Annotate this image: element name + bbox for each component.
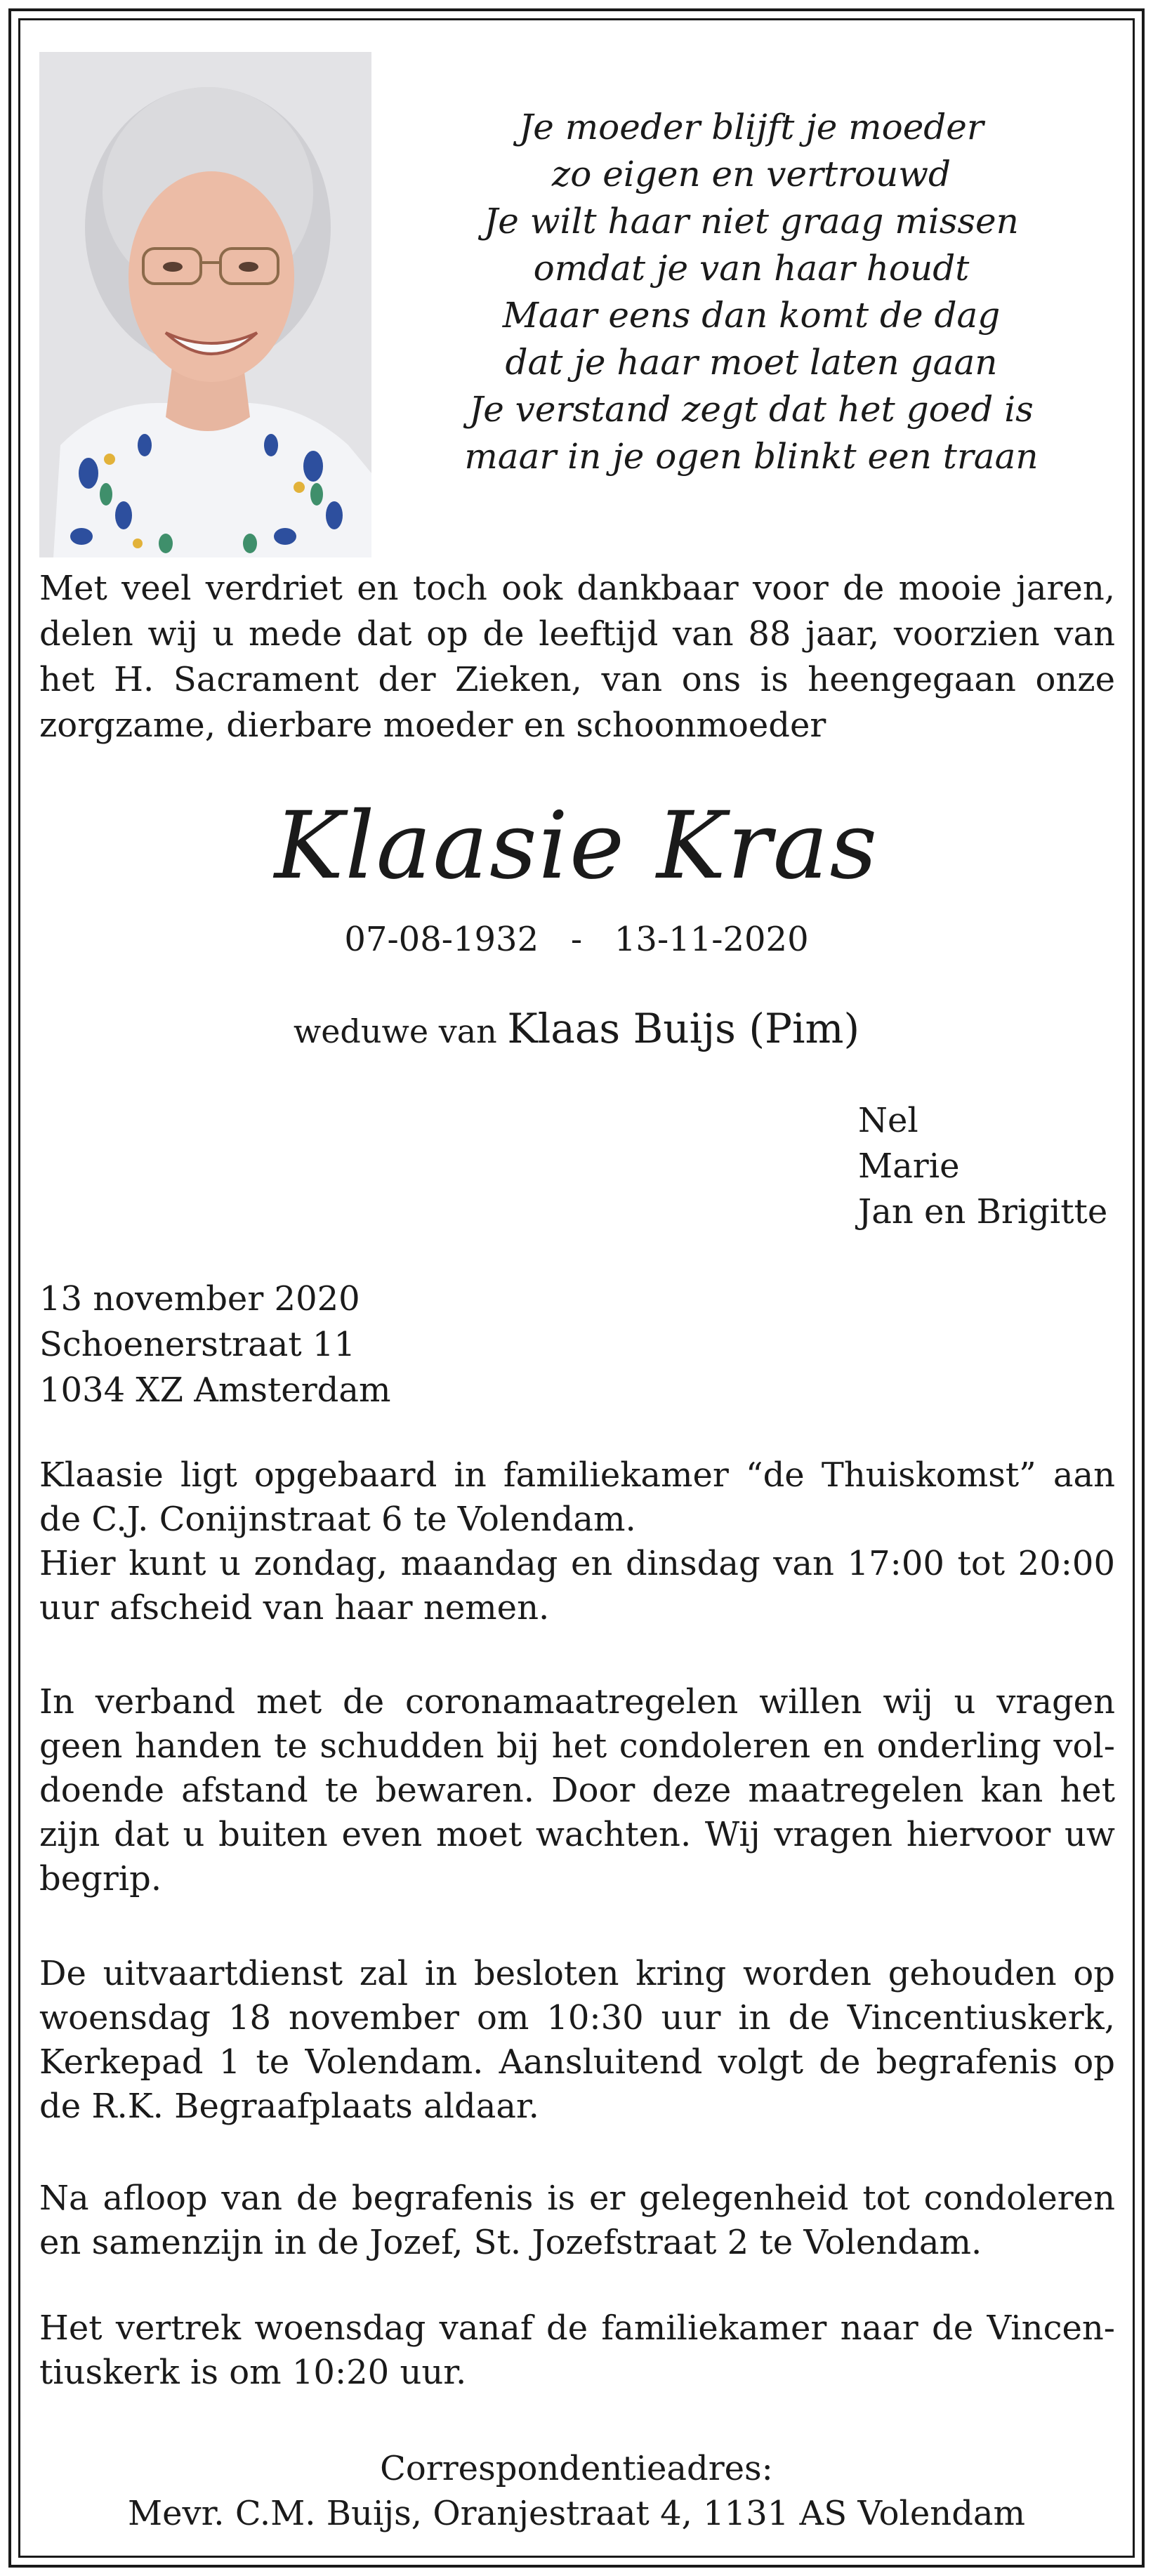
poem-line: maar in je ogen blinkt een traan <box>464 436 1039 477</box>
correspondence-label: Correspondentieadres: <box>380 2449 773 2488</box>
child-name: Jan en Brigitte <box>858 1192 1108 1231</box>
spouse-name: Klaas Buijs (Pim) <box>507 1005 860 1052</box>
correspondence <box>0 2446 1153 2536</box>
portrait-photo <box>39 52 371 557</box>
poem <box>414 104 1088 480</box>
paragraph-departure: Het vertrek woensdag vanaf de familiekamer naar de Vincentiuskerk is om 10:20 uur. <box>39 2309 1115 2392</box>
address-line: 13 november 2020 <box>39 1279 360 1319</box>
home-address <box>39 1276 391 1413</box>
paragraph-viewing: Klaasie ligt opgebaard in familiekamer “de Thuiskomst” aan de C.J. Conijnstraat 6 te Volendam. Hier kunt u zondag, maandag en dinsdag van 17:00 tot 20:00 uur afscheid van haar nemen. <box>39 1455 1115 1627</box>
widow-line <box>0 1004 1153 1056</box>
child-name: Marie <box>858 1147 960 1186</box>
address-line: Schoenerstraat 11 <box>39 1325 355 1364</box>
life-dates: 07-08-1932 - 13-11-2020 <box>344 920 809 959</box>
portrait-illustration <box>39 52 371 557</box>
poem-line: omdat je van haar houdt <box>533 248 970 289</box>
paragraph-corona: In verband met de coronamaatregelen willen wij u vragen geen handen te schudden bij het condoleren en onderling voldoende afstand te bewaren. Door deze maatregelen kan het zijn dat u buiten even moet wachten. Wij vragen hiervoor uw begrip. <box>39 1682 1115 1898</box>
poem-line: dat je haar moet laten gaan <box>505 342 998 383</box>
poem-line: Je wilt haar niet graag missen <box>484 201 1019 242</box>
intro-text: Met veel verdriet en toch ook dankbaar voor de mooie jaren, delen wij u mede dat op de leeftijd van 88 jaar, voorzien van het H. Sacrament der Zieken, van ons is heengegaan onze zorgzame, dierbare moeder en schoonmoeder <box>39 569 1115 745</box>
correspondence-address: Mevr. C.M. Buijs, Oranjestraat 4, 1131 AS Volendam <box>127 2494 1026 2533</box>
poem-line: Maar eens dan komt de dag <box>502 295 1001 336</box>
address-line: 1034 XZ Amsterdam <box>39 1370 391 1410</box>
poem-line: Je moeder blijft je moeder <box>519 107 984 147</box>
deceased-name: Klaasie Kras <box>274 792 879 900</box>
poem-line: Je verstand zegt dat het goed is <box>469 389 1034 430</box>
widow-prefix: weduwe van <box>293 1012 497 1050</box>
child-name: Nel <box>858 1101 918 1140</box>
poem-line: zo eigen en vertrouwd <box>551 154 951 194</box>
children-list <box>858 1098 1107 1235</box>
paragraph-funeral: De uitvaartdienst zal in besloten kring worden gehouden op woensdag 18 november om 10:30 uur in de Vincentiuskerk, Kerkepad 1 te Volendam. Aansluitend volgt de begrafenis op de R.K. Begraafplaats aldaar. <box>39 1954 1115 2126</box>
paragraph-condolence: Na afloop van de begrafenis is er gelegenheid tot condoleren en samenzijn in de Jozef, St. Jozefstraat 2 te Volendam. <box>39 2179 1115 2262</box>
